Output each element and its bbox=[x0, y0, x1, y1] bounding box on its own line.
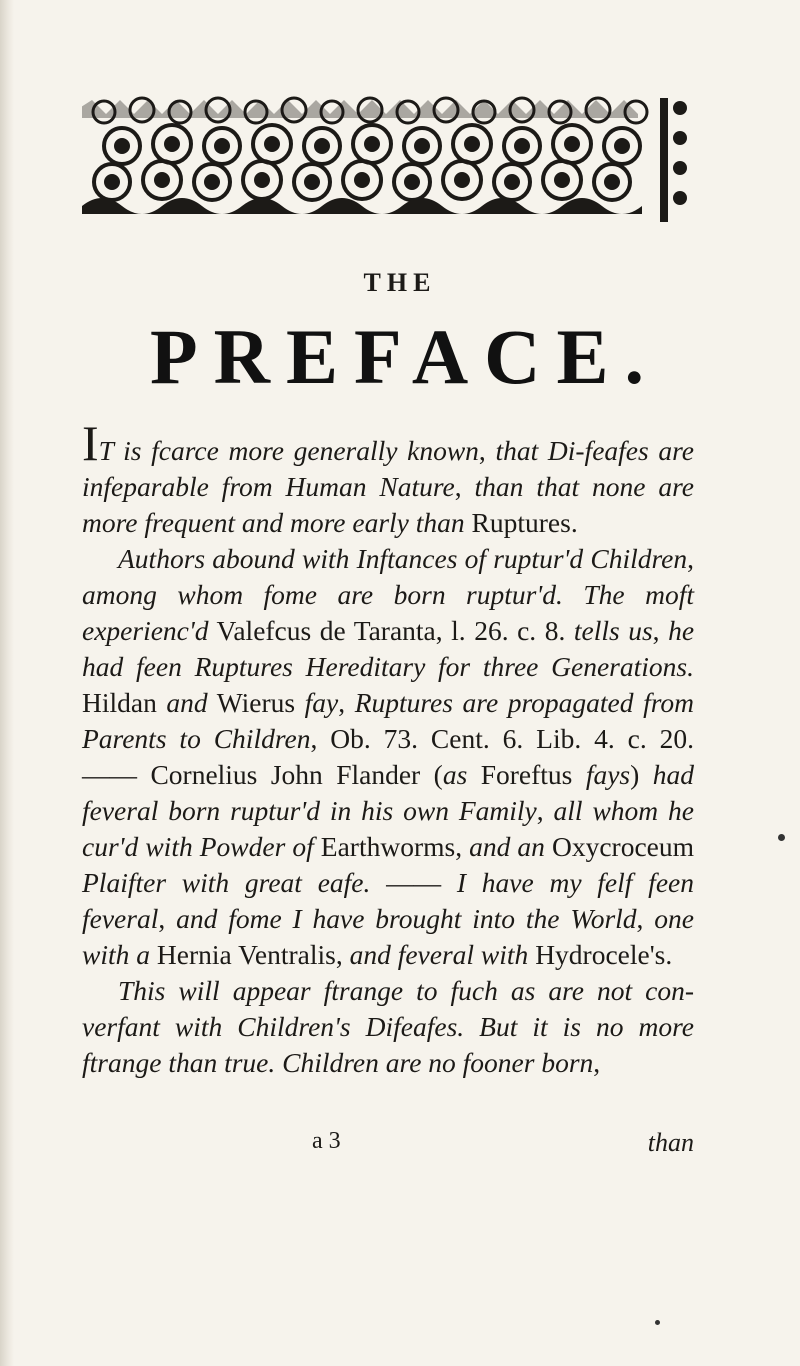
text-run: as bbox=[442, 759, 468, 790]
text-run: —— bbox=[370, 867, 457, 898]
text-run: that Di-feafes are infeparable from Human Nature bbox=[82, 435, 694, 502]
preface-text bbox=[82, 415, 695, 1081]
text-run: than that none are more frequent and more early than bbox=[82, 471, 695, 538]
paragraph bbox=[82, 415, 695, 541]
text-run: among whom fome are born ruptur'd. The moft experienc'd bbox=[82, 579, 694, 646]
text-run: , bbox=[652, 615, 669, 646]
text-run: Oxycroceum bbox=[544, 831, 695, 862]
page-edge-shadow bbox=[0, 0, 14, 1366]
text-run: all whom he cur'd with Powder of bbox=[82, 795, 694, 862]
text-run: , bbox=[478, 435, 496, 466]
signature-mark: a 3 bbox=[312, 1128, 341, 1154]
text-run: This will appear ftrange to fuch as are not con-verfant with Children's Difeafes. But it is no more ftrange than true. Children are no fooner born bbox=[82, 975, 694, 1078]
text-run: and bbox=[166, 687, 208, 718]
text-run: Ruptures. bbox=[464, 507, 578, 538]
text-run: , bbox=[687, 543, 694, 574]
text-run: , bbox=[158, 903, 177, 934]
text-run: fay bbox=[304, 687, 339, 718]
text-run: Valefcus de Taranta, l. 26. c. 8. bbox=[208, 615, 574, 646]
text-run: Hernia Ventralis, bbox=[150, 939, 350, 970]
text-run: had feveral born ruptur'd in his own Family bbox=[82, 759, 694, 826]
text-run: , bbox=[454, 471, 475, 502]
text-run: I have my felf feen feveral bbox=[82, 867, 694, 934]
text-run: T is fcarce more generally known bbox=[98, 435, 479, 466]
text-run: Wierus bbox=[207, 687, 305, 718]
ink-speck bbox=[655, 1320, 660, 1325]
text-run: Hildan bbox=[82, 687, 167, 718]
initial-letter: I bbox=[82, 415, 99, 471]
text-run: , bbox=[536, 795, 554, 826]
ink-speck bbox=[778, 834, 785, 841]
text-run: Plaifter with great eafe. bbox=[82, 867, 371, 898]
running-head: THE bbox=[363, 268, 437, 297]
catchword: than bbox=[647, 1128, 694, 1157]
text-run: one with a bbox=[82, 903, 694, 970]
text-run: Foreftus bbox=[467, 759, 586, 790]
text-run: , Ob. 73. Cent. 6. Lib. 4. c. 20. —— Cornelius John Flander ( bbox=[82, 723, 694, 790]
text-run: Ruptures are propagated from Parents to Children bbox=[82, 687, 695, 754]
text-run: , bbox=[636, 903, 655, 934]
paragraph bbox=[82, 973, 694, 1081]
page-footer bbox=[82, 1128, 694, 1164]
text-run: tells us bbox=[573, 615, 653, 646]
text-run: Hydrocele's. bbox=[528, 939, 673, 970]
text-run: Earthworms, bbox=[313, 831, 470, 862]
headpiece-ornament bbox=[82, 94, 690, 226]
text-run: and feveral with bbox=[349, 939, 529, 970]
text-run: fays bbox=[585, 759, 631, 790]
text-run: and fome I have brought into the World bbox=[176, 903, 637, 934]
paragraph bbox=[82, 541, 694, 973]
text-run: he had feen Ruptures Hereditary for three Generations. bbox=[82, 615, 695, 682]
text-run: , bbox=[593, 1047, 601, 1078]
text-run: and an bbox=[469, 831, 545, 862]
text-run: , bbox=[338, 687, 355, 718]
page-title: PREFACE. bbox=[149, 313, 661, 400]
text-run: ) bbox=[630, 759, 653, 790]
text-run: Authors abound with Inftances of ruptur'd Children bbox=[118, 543, 688, 574]
